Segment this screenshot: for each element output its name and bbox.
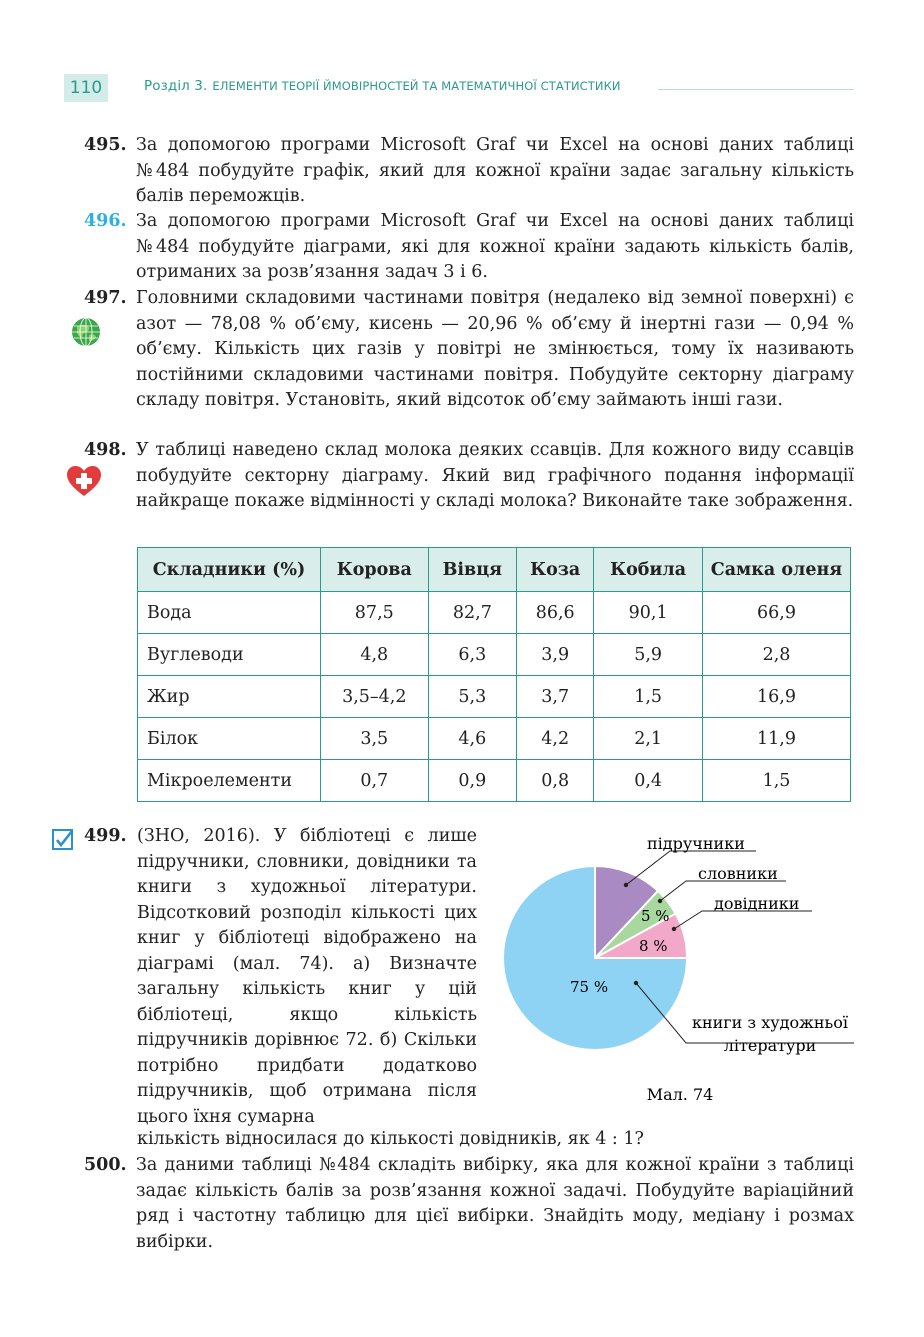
problem-499-text-tail: кількість відносилася до кількості довідників, як 4 : 1? [137, 1129, 644, 1149]
table-cell: 4,6 [428, 718, 517, 760]
table-row [138, 592, 851, 634]
column-header: Самка оленя [703, 548, 851, 592]
table-cell: 0,7 [321, 760, 429, 802]
chapter-title [144, 78, 621, 94]
problem-number-499: 499. [84, 826, 127, 846]
row-label: Жир [138, 676, 321, 718]
table-cell: 16,9 [703, 676, 851, 718]
checkbox-icon [52, 829, 74, 851]
column-header: Коза [517, 548, 594, 592]
slice-label-references: 8 % [639, 937, 668, 955]
header-rule [658, 89, 854, 90]
dot-references [672, 927, 676, 931]
table-cell: 82,7 [428, 592, 517, 634]
table-row [138, 718, 851, 760]
slice-label-fiction: 75 % [570, 978, 609, 996]
problem-499-text: (ЗНО, 2016). У бібліотеці є лише підручники, словники, довідники та книги з художньої літератури. Відсотковий розподіл кількості цих книг у бібліотеці відображено на діаграмі (мал. 74). а) Визначте загальну кількість книг у цій бібліотеці, якщо кількість підручників дорівнює 72. б) Скільки потрібно придбати додатково підручників, щоб отримана після цього їхня сумарна [137, 826, 477, 1127]
table-row [138, 634, 851, 676]
dot-dictionaries [658, 899, 662, 903]
legend-fiction-line1: книги з художньої [691, 1013, 849, 1032]
table-cell: 1,5 [703, 760, 851, 802]
table-cell: 6,3 [428, 634, 517, 676]
problem-text: За даними таблиці №484 складіть вибірку, яка для кожної країни з таблиці задає кількість балів за розв’язання кожної задачі. Побудуйте варіаційний ряд і частотну таблицю для цієї вибірки. Знайдіть моду, медіану і розмах вибірки. [136, 1155, 854, 1252]
column-header: Складники (%) [138, 548, 321, 592]
problem-text: За допомогою програми Microsoft Graf чи Excel на основі даних таблиці №484 побудуйте графік, який для кожної країни задає загальну кількість балів переможців. [136, 135, 854, 206]
chapter-label: Розділ 3. [144, 78, 208, 94]
milk-composition-table [137, 547, 851, 802]
row-label: Вуглеводи [138, 634, 321, 676]
problem-text: За допомогою програми Microsoft Graf чи Excel на основі даних таблиці №484 побудуйте діаграми, які для кожної країни задають кількість балів, отриманих за розв’язання задач 3 і 6. [136, 211, 854, 282]
table-cell: 1,5 [594, 676, 703, 718]
slice-label-dictionaries: 5 % [641, 907, 670, 925]
row-label: Мікроелементи [138, 760, 321, 802]
problem-number: 495. [84, 135, 127, 155]
table-cell: 4,2 [517, 718, 594, 760]
table-row [138, 676, 851, 718]
leader-line-references [674, 911, 812, 929]
globe-icon [71, 317, 101, 347]
problem-496 [64, 209, 854, 286]
problem-495 [64, 133, 854, 210]
table-cell: 66,9 [703, 592, 851, 634]
chapter-name: ЕЛЕМЕНТИ ТЕОРІЇ ЙМОВІРНОСТЕЙ ТА МАТЕМАТИЧНОЇ СТАТИСТИКИ [212, 79, 621, 93]
table-cell: 0,9 [428, 760, 517, 802]
legend-references: довідники [714, 894, 800, 913]
problem-number: 496. [84, 211, 127, 231]
table-cell: 4,8 [321, 634, 429, 676]
table-cell: 0,8 [517, 760, 594, 802]
dot-textbooks [624, 883, 628, 887]
row-label: Вода [138, 592, 321, 634]
library-books-pie-chart [490, 825, 870, 1115]
table-cell: 11,9 [703, 718, 851, 760]
column-header: Кобила [594, 548, 703, 592]
page-header [64, 74, 854, 104]
pie-slices [503, 866, 687, 1050]
dot-fiction [634, 981, 638, 985]
column-header: Вівця [428, 548, 517, 592]
table-cell: 2,1 [594, 718, 703, 760]
table-cell: 90,1 [594, 592, 703, 634]
table-cell: 3,9 [517, 634, 594, 676]
table-cell: 0,4 [594, 760, 703, 802]
problem-500 [64, 1153, 854, 1255]
table-header-row [138, 548, 851, 592]
row-label: Білок [138, 718, 321, 760]
table-cell: 3,5–4,2 [321, 676, 429, 718]
legend-textbooks: підручники [647, 834, 745, 853]
page-number: 110 [64, 74, 108, 102]
problem-497 [64, 286, 854, 414]
problem-text: Головними складовими частинами повітря (недалеко від земної поверхні) є азот — 78,08 % об’єму, кисень — 20,96 % об’єму й інертні гази — 0,94 % об’єму. Кількість цих газів у повітрі не змінюється, тому їх називають постійними складовими частинами повітря. Побудуйте секторну діаграму складу повітря. Установіть, який відсоток об’єму займають інші гази. [136, 288, 854, 410]
table-cell: 87,5 [321, 592, 429, 634]
table-cell: 2,8 [703, 634, 851, 676]
column-header: Корова [321, 548, 429, 592]
table-cell: 5,9 [594, 634, 703, 676]
problem-number: 500. [84, 1155, 127, 1175]
problem-text: У таблиці наведено склад молока деяких ссавців. Для кожного виду ссавців побудуйте секторну діаграму. Який вид графічного подання інформації найкраще покаже відмінності у складі молока? Виконайте таке зображення. [136, 440, 854, 511]
problem-498 [64, 438, 854, 515]
figure-caption: Мал. 74 [646, 1085, 714, 1104]
table-cell: 86,6 [517, 592, 594, 634]
problem-number: 497. [84, 288, 127, 308]
medical-heart-icon [66, 465, 102, 497]
table-row [138, 760, 851, 802]
table-cell: 5,3 [428, 676, 517, 718]
legend-dictionaries: словники [698, 864, 778, 883]
legend-fiction-line2: літератури [723, 1036, 817, 1055]
table-cell: 3,7 [517, 676, 594, 718]
table-cell: 3,5 [321, 718, 429, 760]
problem-number: 498. [84, 440, 127, 460]
